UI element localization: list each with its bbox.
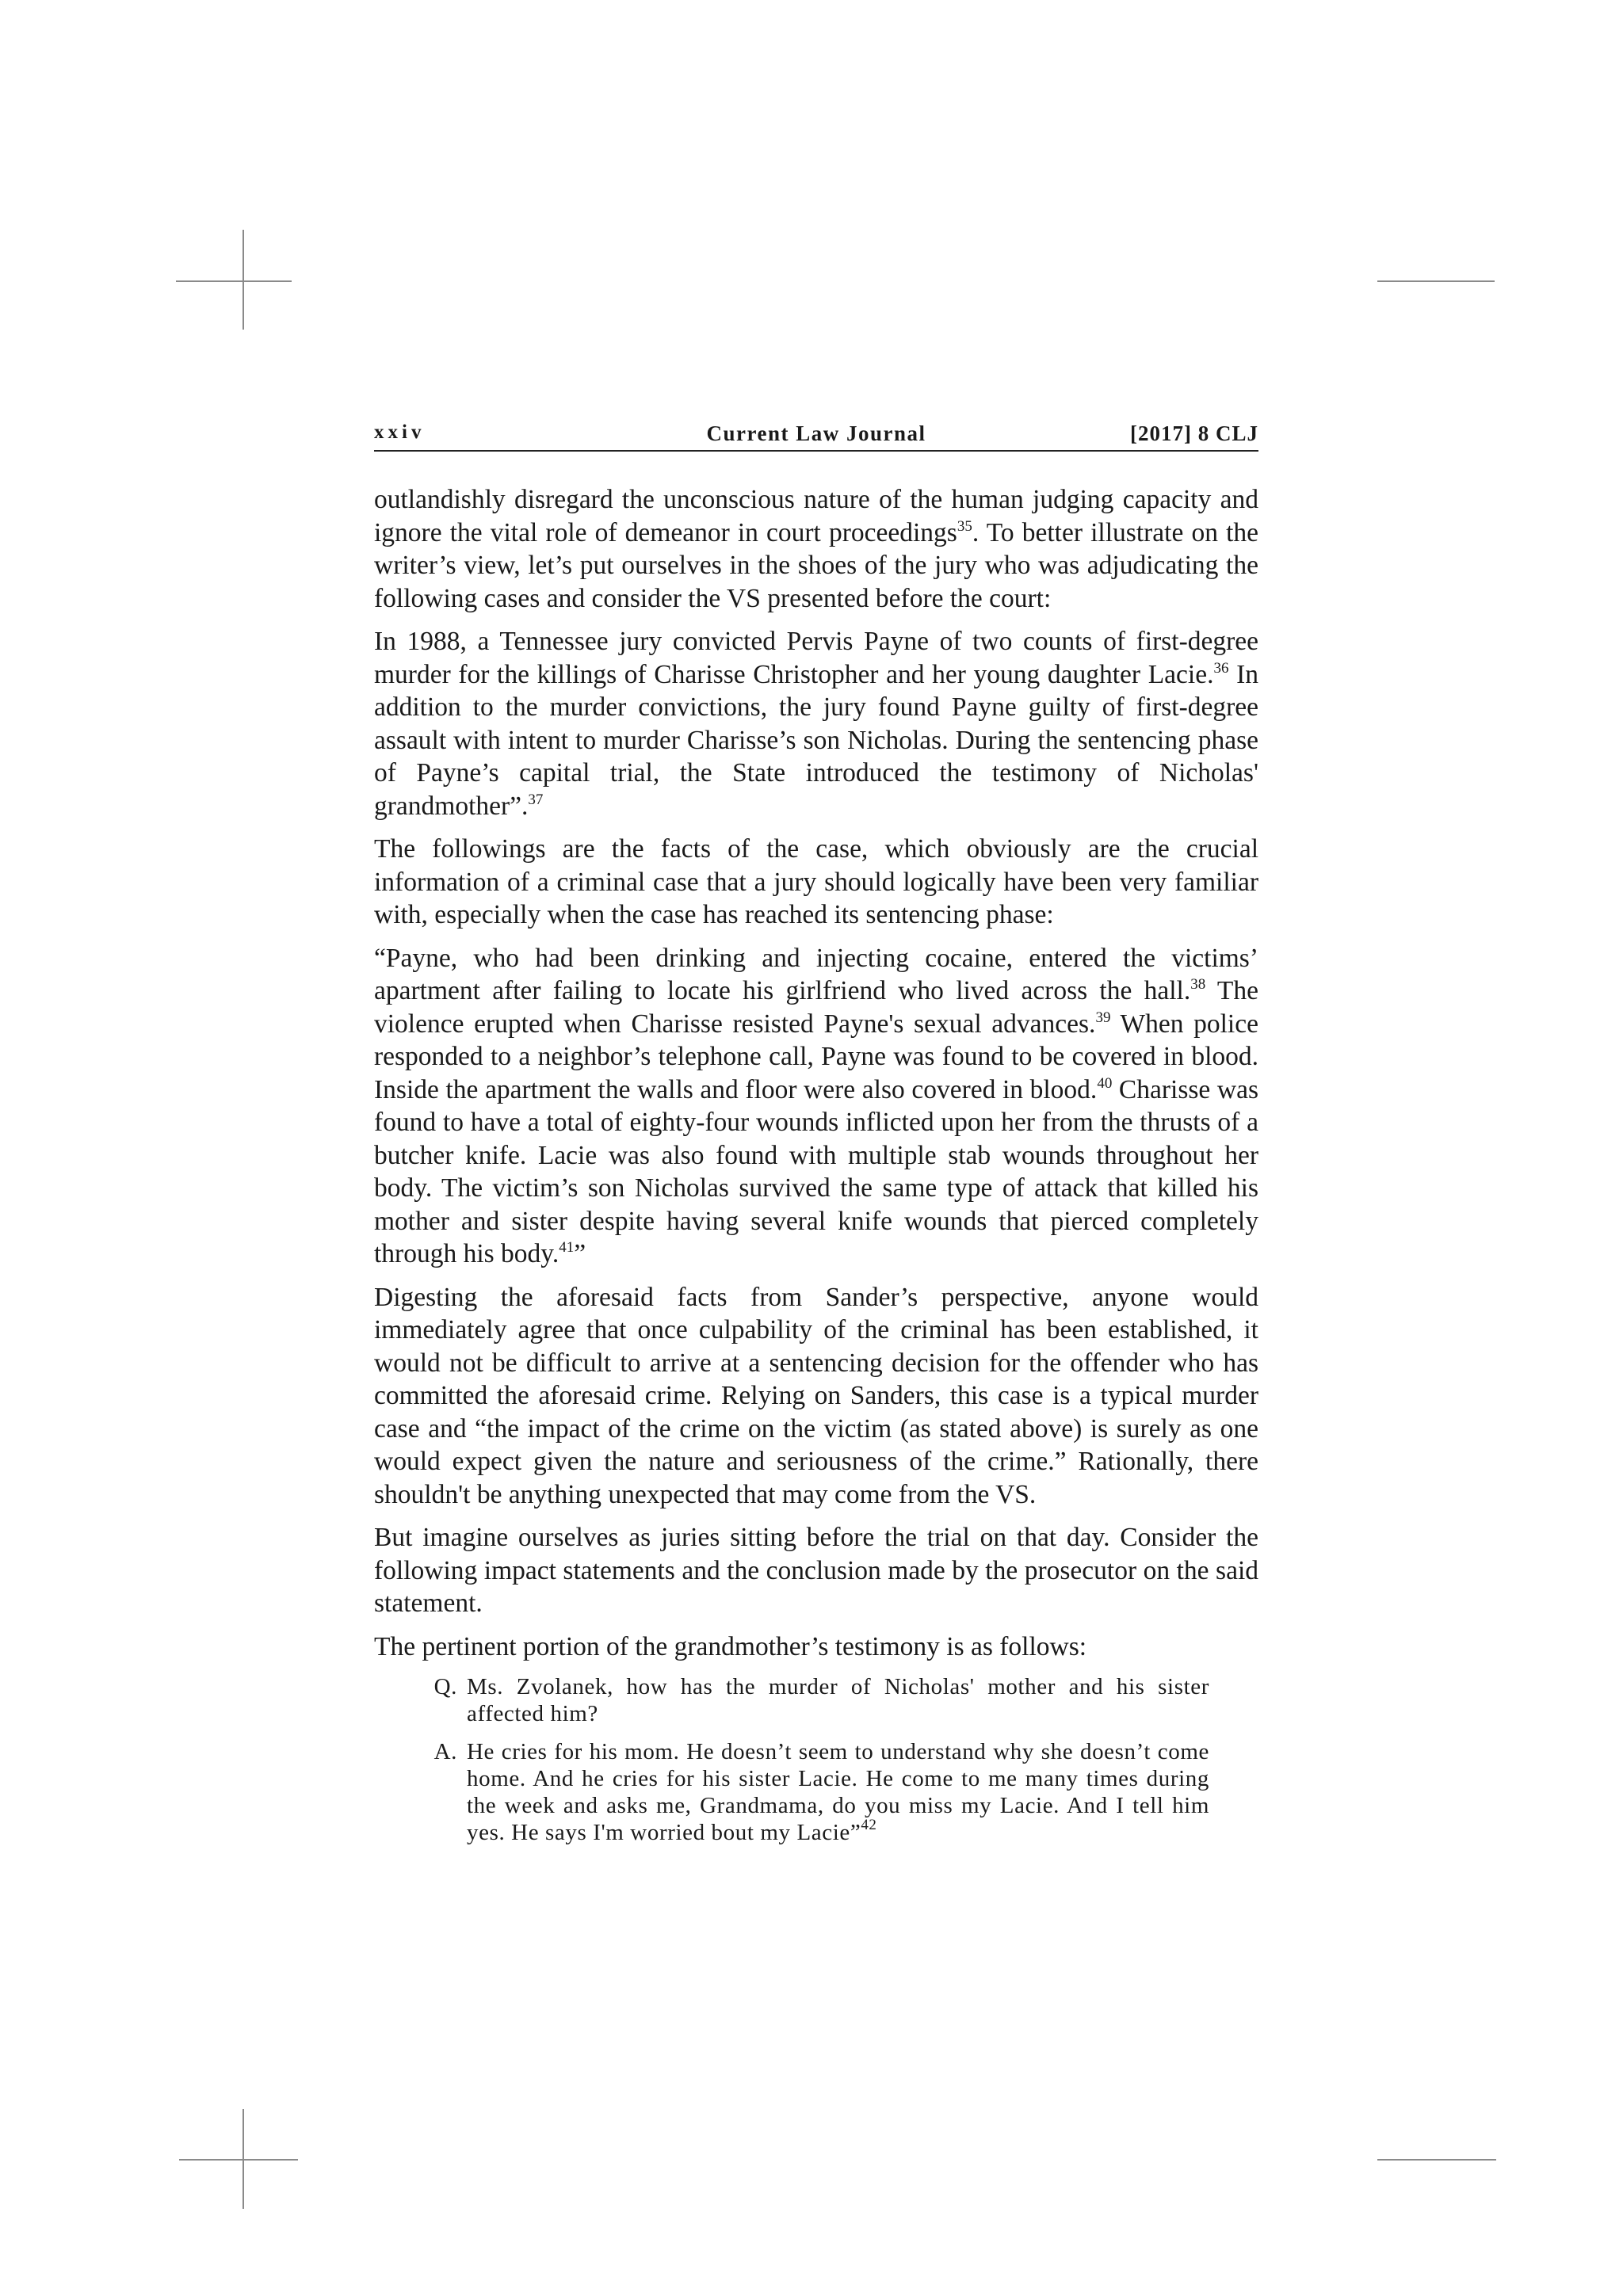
article-body (374, 483, 1258, 1857)
citation: [2017] 8 CLJ (1130, 421, 1258, 445)
footnote-ref: 35 (957, 517, 972, 535)
paragraph-7: The pertinent portion of the grandmother’s testimony is as follows: (374, 1631, 1087, 1661)
question-text: Ms. Zvolanek, how has the murder of Nicholas' mother and his sister affected him? (467, 1674, 1209, 1726)
footnote-ref: 37 (528, 791, 544, 808)
answer-text: He cries for his mom. He doesn’t seem to understand why she doesn’t come home. And he cries for his sister Lacie. He come to me many times during the week and asks me, Grandmama, do you miss my Lacie. And I tell him yes. He says I'm worried bout my Lacie”$^{42}$ (467, 1739, 1209, 1845)
journal-title: Current Law Journal (706, 421, 926, 445)
paragraph-3: The followings are the facts of the case, which obviously are the crucial information of a criminal case that a jury should logically have been very familiar with, especially when the case has reached its sentencing phase: (374, 834, 1258, 929)
page-number: xxiv (374, 421, 426, 443)
paragraph-5: Digesting the aforesaid facts from Sander’s perspective, anyone would immediately agree that once culpability of the criminal has been established, it would not be difficult to arrive at a sentencing decision for the offender who has committed the aforesaid crime. Relying on Sanders, this case is a typical murder case and “the impact of the crime on the victim (as stated above) is surely as one would expect given the nature and seriousness of the crime.” Rationally, there shouldn't be anything unexpected that may come from the VS. (374, 1282, 1258, 1509)
testimony-block (427, 1673, 1209, 1846)
crop-mark-bottom-right-horizontal (1377, 2159, 1496, 2161)
testimony-question (427, 1673, 1209, 1727)
footnote-ref: 42 (861, 1817, 877, 1833)
footnote-ref: 39 (1095, 1009, 1111, 1026)
crop-mark-top-left-vertical (242, 230, 244, 330)
crop-mark-top-right-horizontal (1377, 280, 1495, 282)
crop-mark-top-left-horizontal (176, 280, 292, 282)
answer-label: A. (433, 1739, 457, 1764)
paragraph-6: But imagine ourselves as juries sitting before the trial on that day. Consider the following impact statements and the conclusion made by the prosecutor on the said statement. (374, 1523, 1258, 1618)
question-label: Q. (433, 1674, 457, 1699)
testimony-answer (427, 1738, 1209, 1846)
running-header (374, 418, 1258, 452)
crop-mark-bottom-left-horizontal (179, 2159, 298, 2161)
footnote-ref: 38 (1190, 976, 1206, 993)
paragraph-1: outlandishly disregard the unconscious nature of the human judging capacity and ignore the vital role of demeanor in court proceedings$^{35}$. To better illustrate on the writer’s view, let’s put ourselves in the shoes of the jury who was adjudicating the following cases and consider the VS presented before the court: (374, 485, 1259, 613)
footnote-ref: 36 (1213, 659, 1229, 677)
footnote-ref: 40 (1097, 1074, 1113, 1092)
paragraph-4-quote: “Payne, who had been drinking and injecting cocaine, entered the victims’ apartment after failing to locate his girlfriend who lived across the hall.$^{38}$ The violence erupted when Charisse resisted Payne's sexual advances.$^{39}$ When police responded to a neighbor’s telephone call, Payne was found to be covered in blood. Inside the apartment the walls and floor were also covered in blood.$^{40}$ Charisse was found to have a total of eighty-four wounds inflicted upon her from the thrusts of a butcher knife. Lacie was also found with multiple stab wounds throughout her body. The victim’s son Nicholas survived the same type of attack that killed his mother and sister despite having several knife wounds that pierced completely through his body.$^{41}$” (374, 943, 1258, 1268)
footnote-ref: 41 (559, 1239, 575, 1256)
paragraph-2: In 1988, a Tennessee jury convicted Pervis Payne of two counts of first-degree murder for the killings of Charisse Christopher and her young daughter Lacie.$^{36}$ In addition to the murder convictions, the jury found Payne guilty of first-degree assault with intent to murder Charisse’s son Nicholas. During the sentencing phase of Payne’s capital trial, the State introduced the testimony of Nicholas' grandmother”.$^{37}$ (374, 627, 1259, 821)
